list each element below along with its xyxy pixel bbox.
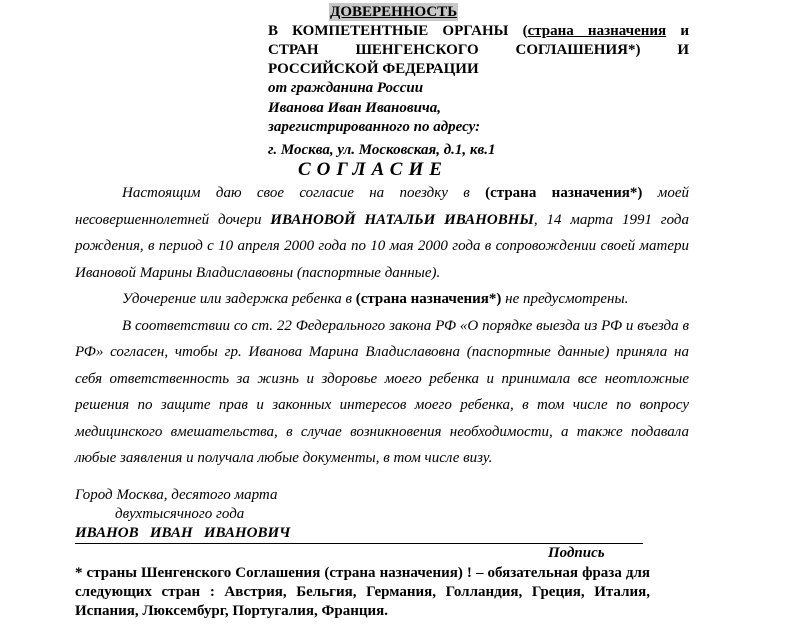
consent-title: СОГЛАСИЕ xyxy=(298,159,448,180)
sender-line-1: от гражданина России xyxy=(268,80,424,96)
signer-name-line: ИВАНОВ ИВАН ИВАНОВИЧ xyxy=(75,523,643,544)
addressee-suffix: и СТРАН ШЕНГЕНСКОГО СОГЛАШЕНИЯ*) И РОССИЙСКОЙ ФЕДЕРАЦИИ xyxy=(268,23,689,77)
document-body xyxy=(75,180,689,472)
paragraph-1-country: (страна назначения*) xyxy=(485,185,643,201)
paragraph-2 xyxy=(75,286,689,313)
sender-line-4: г. Москва, ул. Московская, д.1, кв.1 xyxy=(268,142,496,158)
paragraph-1 xyxy=(75,180,689,286)
addressee-placeholder: страна назначения xyxy=(527,23,667,39)
footnote: * страны Шенгенского Соглашения (страна назначения) ! – обязательная фраза для следующих стран : Австрия, Бельгия, Германия, Голландия, Греция, Италия, Испания, Люксембург, Португалия, Франция. xyxy=(75,565,650,619)
paragraph-2-text-b: не предусмотрены. xyxy=(501,291,629,307)
paragraph-1-text-c: , 14 марта 1991 года рождения, в период с 10 апреля 2000 года по 10 мая 2000 года в сопровождении своей матери Ивановой Марины Владиславовны (паспортные данные). xyxy=(75,211,689,281)
signature-label: Подпись xyxy=(548,545,605,561)
paragraph-2-country: (страна назначения*) xyxy=(355,291,502,307)
paragraph-3: В соответствии со ст. 22 Федерального закона РФ «О порядке выезда из РФ и въезда в РФ» согласен, чтобы гр. Иванова Марина Владиславовна (паспортные данные) приняла на себя ответственность за жизнь и здоровье моего ребенка и принимала все неотложные решения по защите прав и законных интересов моего ребенка, в том числе по вопросу медицинского вмешательства, в случае возникновения необходимости, а также подавала любые заявления и получала любые документы, в том числе визу. xyxy=(75,317,689,466)
place-date-line-2: двухтысячного года xyxy=(115,506,245,522)
place-date-line-1: Город Москва, десятого марта xyxy=(75,487,278,503)
place-date xyxy=(75,486,277,524)
document-title: ДОВЕРЕННОСТЬ xyxy=(330,4,458,20)
child-name: ИВАНОВОЙ НАТАЛЬИ ИВАНОВНЫ xyxy=(270,211,534,228)
sender-line-3: зарегистрированного по адресу: xyxy=(268,119,481,135)
paragraph-1-text-b: моей несовершеннолетней дочери xyxy=(75,185,689,228)
paragraph-2-text-a: Удочерение или задержка ребенка в xyxy=(122,291,356,307)
addressee-prefix: В КОМПЕТЕНТНЫЕ ОРГАНЫ ( xyxy=(268,23,528,39)
sender-line-2: Иванова Иван Ивановича, xyxy=(268,100,442,116)
paragraph-1-text-a: Настоящим даю свое согласие на поездку в xyxy=(122,185,486,201)
addressee-block xyxy=(268,22,689,79)
